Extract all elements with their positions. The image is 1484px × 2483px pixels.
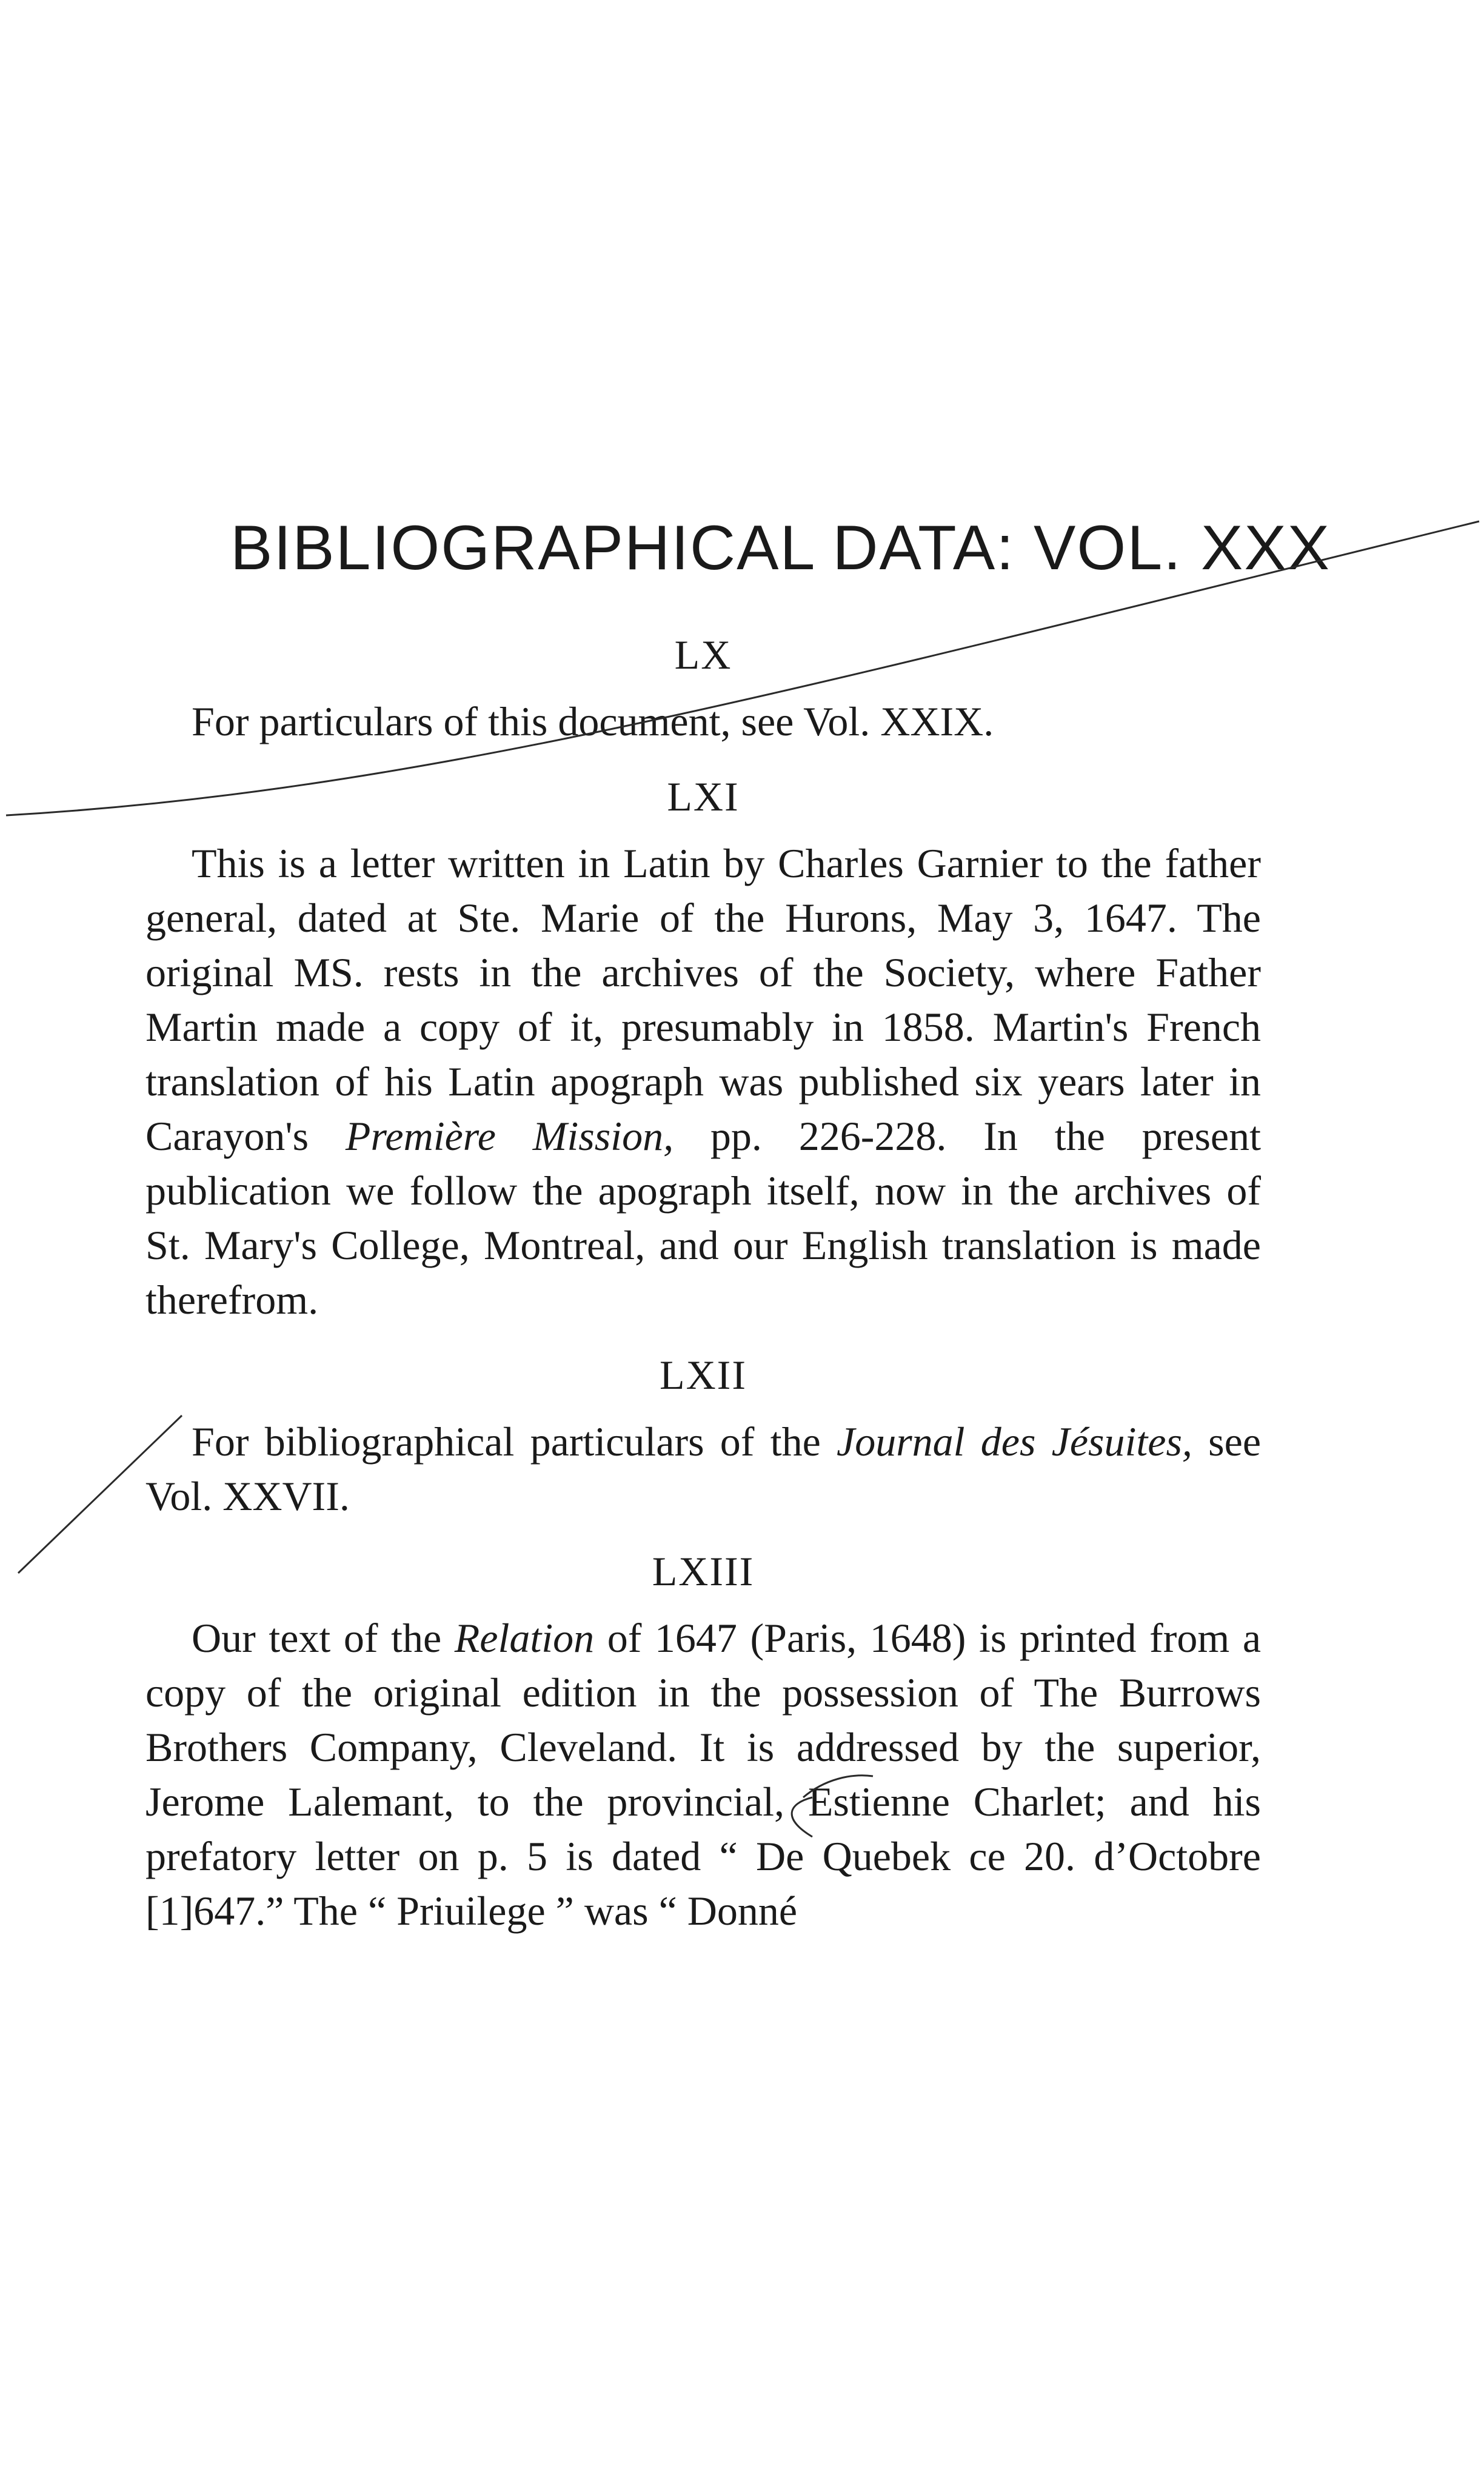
section-lxiii-text-2: of 1647 (Paris, 1648) is printed from a copy of the original edition in the possession of The Burrows Brothers Company, Cleveland. It is addressed by the superior, Jerome Lalemant, to the provincial, Estienne Charlet; and his prefatory letter on p. 5 is dated “ De Quebek ce 20. d’Octobre [1]647.” The “ Priuilege ” was “ Donné (145, 1615, 1261, 1934)
section-lxi-italic-title: Première Mission, (345, 1113, 674, 1159)
section-heading-lxii: LXII (660, 1352, 747, 1398)
section-lxiii-italic-title: Relation (454, 1615, 595, 1661)
section-lxi-text-1: This is a letter written in Latin by Charles Garnier to the father general, dated at Ste. Marie of the Hurons, May 3, 1647. The original MS. rests in the archives of the Society, where Father Martin made a copy of it, presumably in 1858. Martin's French translation of his Latin apograph was published six years later in Carayon's (145, 840, 1261, 1159)
pen-loop-mark (792, 1776, 873, 1837)
section-heading-lx: LX (674, 632, 732, 678)
stray-short-line (18, 1415, 182, 1573)
section-lx-paragraph: For particulars of this document, see Vol. XXIX. (192, 698, 994, 744)
section-lxi-text-2: pp. 226-228. In the present publication we follow the apograph itself, now in the archives of St. Mary's College, Montreal, and our English translation is made therefrom. (145, 1113, 1261, 1323)
stray-diagonal-line (6, 521, 1479, 815)
section-lxii-text-2: see Vol. XXVII. (145, 1419, 1262, 1519)
page-title: BIBLIOGRAPHICAL DATA: VOL. XXX (230, 513, 1331, 583)
section-heading-lxiii: LXIII (652, 1548, 755, 1594)
section-heading-lxi: LXI (667, 774, 740, 820)
section-lxii-italic-title: Journal des Jésuites, (837, 1419, 1192, 1465)
section-lxii-text-1: For bibliographical particulars of the (192, 1419, 837, 1465)
section-lxiii-text-1: Our text of the (192, 1615, 455, 1661)
